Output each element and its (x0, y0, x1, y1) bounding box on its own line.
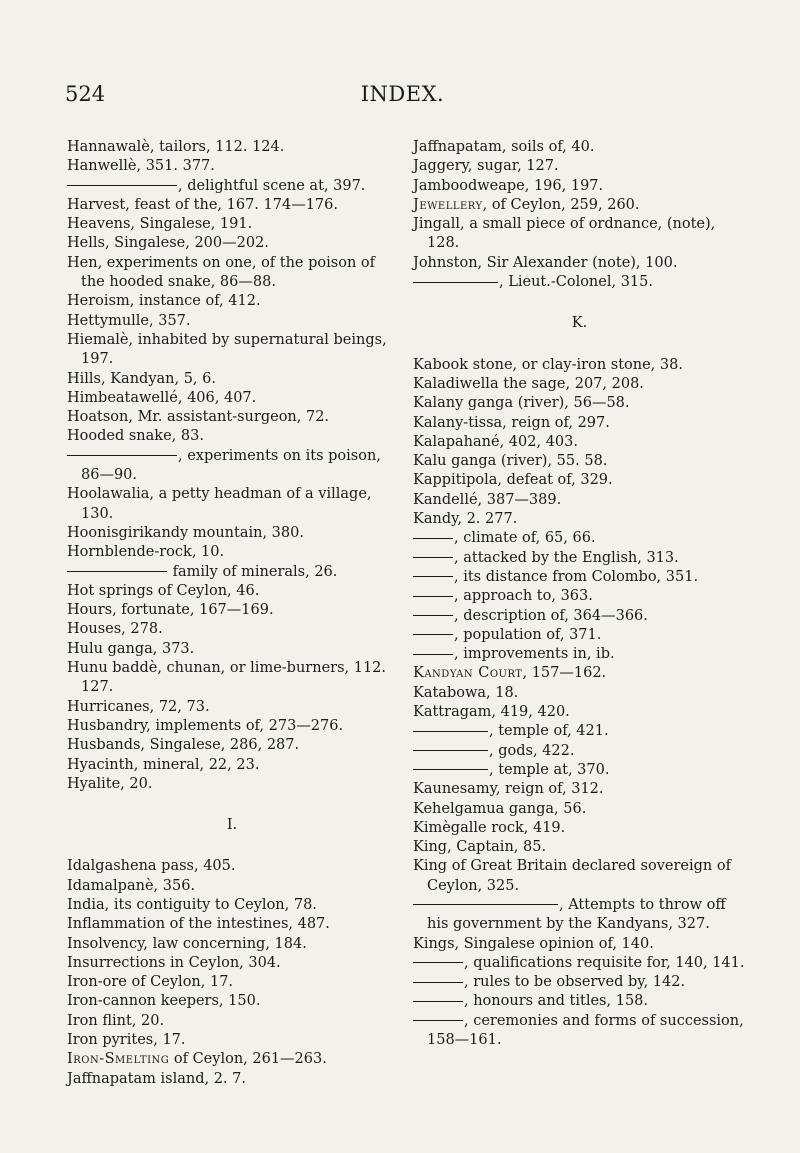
entry-text: Kaladiwella the sage, 207, 208. (413, 375, 644, 392)
index-entry (413, 394, 746, 413)
entry-text: Insurrections in Ceylon, 304. (67, 954, 281, 971)
entry-text: Husbandry, implements of, 273—276. (67, 717, 344, 734)
entry-text: Hills, Kandyan, 5, 6. (67, 370, 216, 387)
entry-text: , 157—162. (522, 665, 607, 682)
entry-text: Idalgashena pass, 405. (67, 858, 236, 875)
entry-text: Hulu ganga, 373. (67, 640, 195, 657)
ditto-rule (413, 750, 488, 751)
entry-text: Harvest, feast of the, 167. 174—176. (67, 196, 338, 213)
index-entry (67, 524, 397, 543)
index-entry (413, 471, 746, 490)
index-entry (413, 722, 746, 741)
index-entry (413, 587, 746, 606)
ditto-rule (413, 576, 453, 577)
index-entry (67, 935, 397, 954)
entry-heading: Kandyan Court (413, 665, 523, 682)
index-entry (413, 664, 746, 683)
index-entry (67, 992, 397, 1011)
index-entry (67, 427, 397, 446)
index-entry (413, 954, 746, 973)
index-entry (413, 375, 746, 394)
index-entry (67, 915, 397, 934)
entry-text: Hyacinth, mineral, 22, 23. (67, 756, 260, 773)
index-entry (413, 684, 746, 703)
entry-text: Kappitipola, defeat of, 329. (413, 472, 613, 489)
index-entry (67, 877, 397, 896)
index-entry (413, 992, 746, 1011)
index-entry (413, 177, 746, 196)
index-entry (67, 157, 397, 176)
ditto-rule (413, 1020, 463, 1021)
entry-text: Hyalite, 20. (67, 775, 153, 792)
entry-text: Kimègalle rock, 419. (413, 819, 566, 836)
entry-text: King of Great Britain declared sovereign of Ceylon, 325. (413, 858, 731, 894)
index-entry (413, 529, 746, 548)
entry-text: Kattragam, 419, 420. (413, 704, 570, 721)
ditto-rule (413, 962, 463, 963)
index-entry (67, 896, 397, 915)
entry-text: Kabook stone, or clay-iron stone, 38. (413, 356, 683, 373)
entry-text: of Ceylon, 261—263. (169, 1051, 327, 1068)
index-entry (413, 138, 746, 157)
ditto-rule (413, 282, 498, 283)
index-entry (413, 254, 746, 273)
entry-text: , temple at, 370. (489, 761, 610, 778)
ditto-rule (413, 538, 453, 539)
index-entry (67, 973, 397, 992)
index-entry (413, 414, 746, 433)
entry-text: , experiments on its poison, 86—90. (81, 447, 381, 484)
entry-text: Kalany-tissa, reign of, 297. (413, 414, 610, 431)
index-entry (67, 601, 397, 620)
entry-text: India, its contiguity to Ceylon, 78. (67, 896, 317, 913)
index-entry (413, 491, 746, 510)
index-entry (67, 312, 397, 331)
entry-text: , Attempts to throw off his government by the Kandyans, 327. (427, 896, 726, 933)
index-entry (67, 857, 397, 876)
ditto-rule (67, 571, 167, 572)
index-entry (413, 703, 746, 722)
index-entry (67, 485, 397, 524)
entry-text: , Lieut.-Colonel, 315. (499, 274, 653, 291)
index-entry (413, 645, 746, 664)
running-head: INDEX. (360, 82, 445, 106)
ditto-rule (413, 615, 453, 616)
index-entry (413, 857, 746, 896)
index-entry (67, 389, 397, 408)
entry-text: Hiemalè, inhabited by supernatural beings, 197. (67, 331, 387, 368)
index-entry (413, 510, 746, 529)
ditto-rule (413, 596, 453, 597)
index-entry (67, 234, 397, 253)
index-entry (67, 1050, 397, 1069)
entry-text: Hanwellè, 351. 377. (67, 158, 215, 175)
ditto-rule (413, 557, 453, 558)
entry-text: Kings, Singalese opinion of, 140. (413, 935, 654, 952)
index-entry (67, 215, 397, 234)
entry-text: , ceremonies and forms of succession, 158—161. (427, 1012, 744, 1049)
entry-text: Katabowa, 18. (413, 684, 519, 701)
index-entry (67, 775, 397, 794)
entry-text: Hettymulle, 357. (67, 312, 191, 329)
entry-text: Jingall, a small piece of ordnance, (note), 128. (413, 216, 716, 252)
entry-text: Hannawalè, tailors, 112. 124. (67, 139, 285, 155)
entry-text: Idamalpanè, 356. (67, 877, 196, 894)
entry-text: Kalany ganga (river), 56—58. (413, 395, 630, 412)
index-entry (67, 292, 397, 311)
entry-text: Iron pyrites, 17. (67, 1032, 186, 1049)
entry-text: , population of, 371. (454, 626, 602, 643)
index-entry (67, 698, 397, 717)
entry-text: , approach to, 363. (454, 588, 593, 605)
entry-text: Jaffnapatam, soils of, 40. (413, 139, 595, 155)
ditto-rule (67, 455, 177, 456)
index-entry (67, 1012, 397, 1031)
index-entry (67, 640, 397, 659)
index-entry (67, 563, 397, 582)
index-entry (67, 736, 397, 755)
entry-text: Johnston, Sir Alexander (note), 100. (413, 254, 678, 271)
entry-text: Heavens, Singalese, 191. (67, 216, 253, 233)
entry-text: Hoolawalia, a petty headman of a village, 130. (67, 486, 372, 522)
index-entry (67, 447, 397, 486)
entry-text: Inflammation of the intestines, 487. (67, 916, 330, 933)
index-entry (413, 549, 746, 568)
index-entry (67, 177, 397, 196)
entry-text: Husbands, Singalese, 286, 287. (67, 737, 300, 754)
page-number: 524 (65, 82, 106, 106)
entry-text: Kalapahané, 402, 403. (413, 433, 578, 450)
index-entry (413, 742, 746, 761)
entry-text: Hells, Singalese, 200—202. (67, 235, 269, 252)
index-entry (67, 954, 397, 973)
entry-text: Houses, 278. (67, 621, 163, 638)
entry-text: Hooded snake, 83. (67, 428, 204, 445)
index-entry (413, 157, 746, 176)
entry-text: Jamboodweape, 196, 197. (413, 177, 604, 194)
ditto-rule (413, 904, 558, 905)
entry-text: Insolvency, law concerning, 184. (67, 935, 307, 952)
ditto-rule (413, 731, 488, 732)
index-entry (67, 1031, 397, 1050)
ditto-rule (67, 185, 177, 186)
index-entry (413, 838, 746, 857)
ditto-rule (413, 1001, 463, 1002)
ditto-rule (413, 769, 488, 770)
index-entry (413, 433, 746, 452)
index-entry (67, 717, 397, 736)
index-entry (67, 196, 397, 215)
index-entry (67, 370, 397, 389)
entry-text: , its distance from Colombo, 351. (454, 568, 699, 585)
entry-text: King, Captain, 85. (413, 839, 547, 856)
index-entry (413, 935, 746, 954)
entry-text: Iron-ore of Ceylon, 17. (67, 974, 234, 991)
entry-text: Iron-cannon keepers, 150. (67, 993, 261, 1010)
entry-text: , improvements in, ib. (454, 646, 615, 663)
index-entry (413, 568, 746, 587)
entry-text: Hurricanes, 72, 73. (67, 698, 210, 715)
index-entry (67, 408, 397, 427)
entry-text: Hunu baddè, chunan, or lime-burners, 112. 127. (67, 660, 387, 696)
section-letter: I. (226, 817, 238, 834)
index-entry (67, 756, 397, 775)
ditto-rule (413, 634, 453, 635)
index-entry (67, 543, 397, 562)
entry-text: Kaunesamy, reign of, 312. (413, 781, 604, 798)
section-letter: K. (571, 315, 588, 332)
index-entry (413, 780, 746, 799)
index-entry (413, 196, 746, 215)
entry-text: Hoonisgirikandy mountain, 380. (67, 524, 304, 541)
entry-text: Jaggery, sugar, 127. (413, 158, 559, 175)
entry-text: Hornblende-rock, 10. (67, 544, 225, 561)
entry-text: Hot springs of Ceylon, 46. (67, 582, 260, 599)
index-entry (413, 973, 746, 992)
entry-text: Kehelgamua ganga, 56. (413, 800, 587, 817)
page-header (65, 82, 740, 112)
entry-text: , honours and titles, 158. (464, 993, 649, 1010)
index-entry (67, 582, 397, 601)
entry-text: Hoatson, Mr. assistant-surgeon, 72. (67, 409, 330, 426)
index-entry (413, 273, 746, 292)
index-entry (413, 896, 746, 935)
index-entry (67, 1070, 397, 1089)
index-entry (67, 659, 397, 698)
entry-text: , climate of, 65, 66. (454, 530, 596, 547)
index-entry (413, 819, 746, 838)
entry-text: , temple of, 421. (489, 723, 609, 740)
index-entry (413, 356, 746, 375)
entry-text: Hen, experiments on one, of the poison of the hooded snake, 86—88. (67, 254, 375, 291)
entry-text: , qualifications requisite for, 140, 141. (464, 954, 745, 971)
entry-text: , description of, 364—366. (454, 607, 648, 624)
index-entry (413, 1012, 746, 1051)
index-entry (413, 800, 746, 819)
index-entry (413, 215, 746, 254)
entry-heading: Iron-Smelting (67, 1051, 170, 1068)
ditto-rule (413, 982, 463, 983)
index-entry (413, 761, 746, 780)
index-entry (67, 254, 397, 293)
entry-text: , rules to be observed by, 142. (464, 974, 686, 991)
index-column-right (413, 138, 746, 1050)
entry-text: Jaffnapatam island, 2. 7. (67, 1070, 246, 1087)
entry-text: family of minerals, 26. (168, 563, 338, 580)
entry-heading: Jewellery (413, 196, 483, 213)
index-entry (413, 452, 746, 471)
entry-text: Kandy, 2. 277. (413, 511, 518, 528)
index-column-left (67, 138, 397, 1089)
index-entry (413, 626, 746, 645)
index-entry (67, 138, 397, 157)
entry-text: , delightful scene at, 397. (178, 177, 366, 194)
entry-text: Himbeatawellé, 406, 407. (67, 389, 257, 406)
entry-text: , gods, 422. (489, 742, 575, 759)
entry-text: , of Ceylon, 259, 260. (482, 196, 640, 213)
entry-text: Iron flint, 20. (67, 1012, 165, 1029)
index-entry (67, 331, 397, 370)
entry-text: Kalu ganga (river), 55. 58. (413, 453, 608, 470)
entry-text: Kandellé, 387—389. (413, 491, 562, 508)
entry-text: Hours, fortunate, 167—169. (67, 602, 274, 619)
entry-text: , attacked by the English, 313. (454, 549, 679, 566)
entry-text: Heroism, instance of, 412. (67, 293, 261, 310)
index-entry (67, 620, 397, 639)
ditto-rule (413, 654, 453, 655)
index-entry (413, 607, 746, 626)
